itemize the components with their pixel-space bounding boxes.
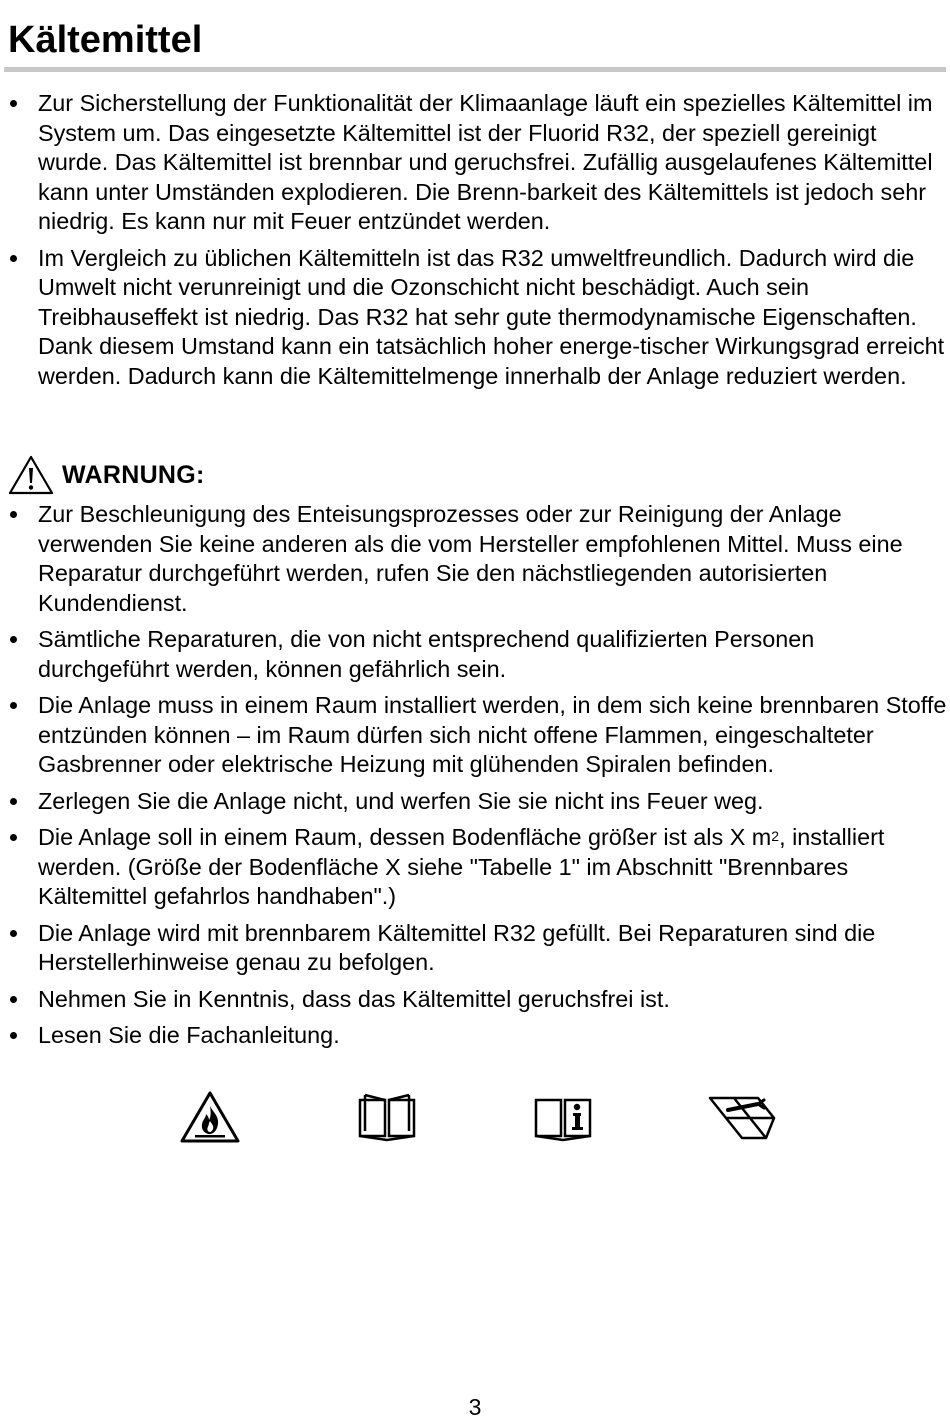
- operator-manual-icon: [356, 1090, 418, 1144]
- list-item-text: Die Anlage muss in einem Raum installiert werden, in dem sich keine brennbaren Stoffe entzünden können – im Raum dürfen sich nicht offene Flammen, eingeschalteter Gasbrenner oder elektrische Heizung mit glühenden Spiralen befinden.: [38, 692, 947, 777]
- list-item-text: Die Anlage wird mit brennbarem Kältemittel R32 gefüllt. Bei Reparaturen sind die Herstellerhinweise genau zu befolgen.: [38, 919, 876, 975]
- bullet-icon: [10, 636, 17, 643]
- service-manual-icon: [704, 1090, 780, 1144]
- superscript: 2: [771, 828, 780, 844]
- bullet-icon: [10, 100, 17, 107]
- list-item-text: Zur Beschleunigung des Enteisungsprozesses oder zur Reinigung der Anlage verwenden Sie keine anderen als die vom Hersteller empfohlenen Mittel. Muss eine Reparatur durchgeführt werden, rufen Sie den nächstliegenden autorisierten Kundendienst.: [38, 501, 903, 616]
- bullet-icon: [10, 930, 17, 937]
- page-title: Kältemittel: [8, 19, 203, 61]
- page-number: 3: [468, 1394, 482, 1420]
- list-item: [0, 919, 948, 978]
- bullet-icon: [10, 798, 17, 805]
- list-item: [0, 691, 948, 780]
- list-item-text: Im Vergleich zu üblichen Kältemitteln ist das R32 umweltfreundlich. Dadurch wird die Umwelt nicht verunreinigt und die Ozonschicht nicht beschädigt. Auch sein Treibhauseffekt ist niedrig. Das R32 hat sehr gute thermodynamische Eigenschaften. Dank diesem Umstand kann ein tatsächlich hoher energe-tischer Wirkungsgrad erreicht werden. Dadurch kann die Kältemittelmenge innerhalb der Anlage reduziert werden.: [38, 244, 945, 389]
- flammable-warning-icon: [179, 1090, 241, 1144]
- list-item-text: Nehmen Sie in Kenntnis, dass das Kältemittel geruchsfrei ist.: [38, 985, 670, 1012]
- list-item: [0, 625, 948, 684]
- list-item: [0, 1021, 948, 1051]
- bullet-icon: [10, 702, 17, 709]
- bullet-icon: [10, 834, 17, 841]
- list-item-text: Zur Sicherstellung der Funktionalität der Klimaanlage läuft ein spezielles Kältemittel im System um. Das eingesetzte Kältemittel ist der Fluorid R32, der speziell gereinigt wurde. Das Kältemittel ist brennbar und geruchsfrei. Zufällig ausgelaufenes Kältemittel kann unter Umständen explodieren. Die Brenn-barkeit des Kältemittels ist jedoch sehr niedrig. Es kann nur mit Feuer entzündet werden.: [38, 90, 933, 234]
- title-divider: [4, 67, 946, 72]
- manual-info-icon: [532, 1090, 594, 1144]
- bullet-icon: [10, 996, 17, 1003]
- warning-label: WARNUNG:: [62, 460, 205, 489]
- intro-list: [0, 89, 948, 391]
- floor-text-before: Die Anlage soll in einem Raum, dessen Bodenfläche größer ist als X m: [38, 824, 772, 850]
- list-item: [0, 787, 948, 817]
- safety-symbols: [0, 1090, 950, 1146]
- list-item: [0, 500, 948, 618]
- bullet-icon: [10, 511, 17, 518]
- list-item: [0, 89, 948, 237]
- warning-heading: [8, 455, 205, 495]
- warning-triangle-icon: [8, 455, 54, 495]
- list-item-text: Sämtliche Reparaturen, die von nicht entsprechend qualifizierten Personen durchgeführt werden, können gefährlich sein.: [38, 626, 815, 682]
- list-item-text: Zerlegen Sie die Anlage nicht, und werfen Sie sie nicht ins Feuer weg.: [38, 787, 764, 814]
- list-item-floor-area: [0, 823, 948, 912]
- bullet-icon: [10, 255, 17, 262]
- list-item: [0, 244, 948, 392]
- list-item: [0, 985, 948, 1015]
- list-item-text: Lesen Sie die Fachanleitung.: [38, 1022, 340, 1048]
- floor-text-after: , installiert werden. (Größe der Bodenfläche X siehe "Tabelle 1" im Abschnitt "Brennbares Kältemittel gefahrlos handhaben".): [38, 824, 885, 909]
- bullet-icon: [10, 1032, 17, 1039]
- warning-list: [0, 500, 948, 1051]
